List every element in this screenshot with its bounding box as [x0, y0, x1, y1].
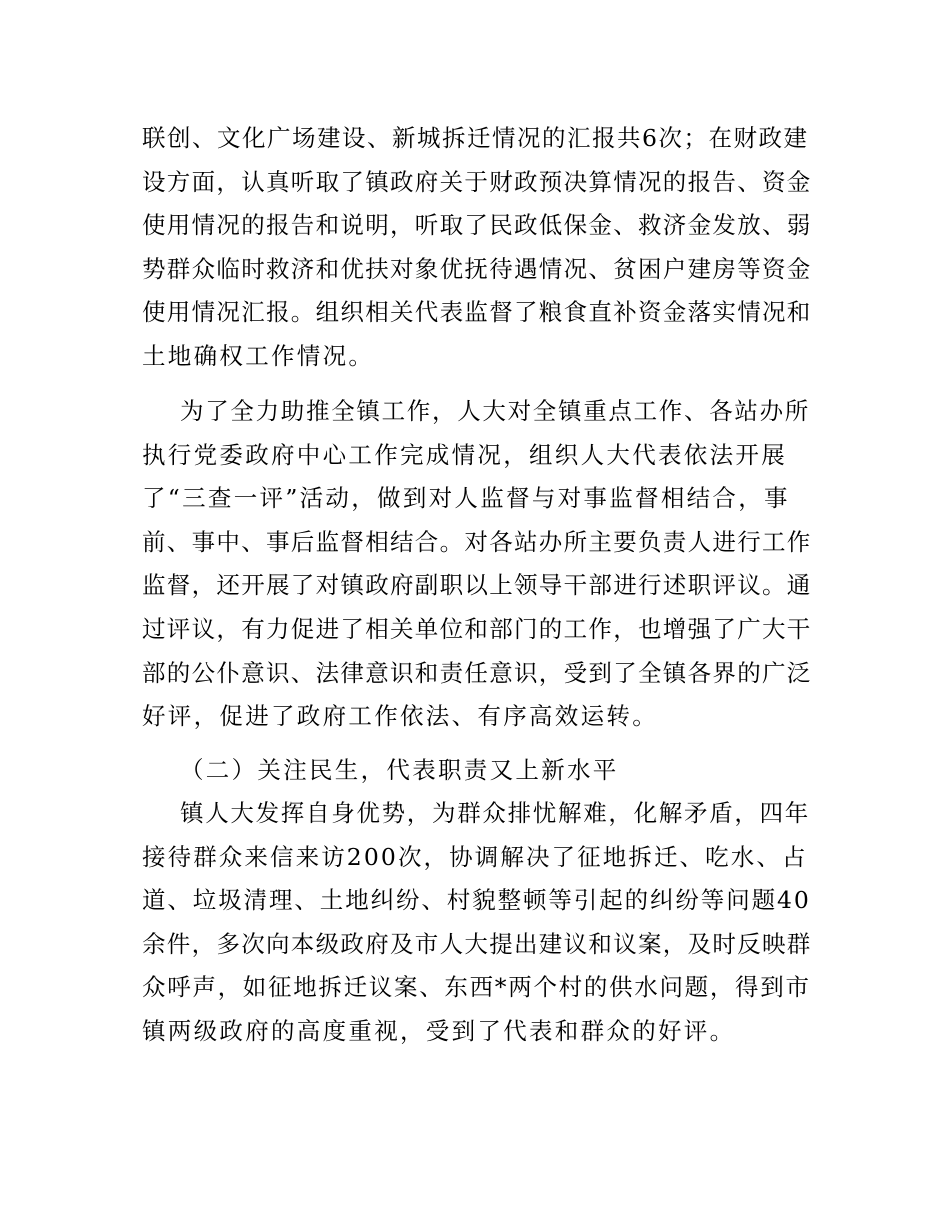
text-line: 众呼声，如征地拆迁议案、东西*两个村的供水问题，得到市	[142, 973, 811, 1002]
text-line: 土地确权工作情况。	[142, 341, 375, 370]
text-line: 执行党委政府中心工作完成情况，组织人大代表依法开展	[142, 440, 787, 469]
text-line: 余件，多次向本级政府及市人大提出建议和议案，及时反映群	[142, 929, 812, 958]
text-line: 了“三查一评”活动，做到对人监督与对事监督相结合，事	[142, 484, 790, 513]
text-line: 势群众临时救济和优扶对象优抚待遇情况、贫困户建房等资金	[142, 254, 812, 283]
text-line: 前、事中、事后监督相结合。对各站办所主要负责人进行工作	[142, 527, 812, 556]
text-line: 接待群众来信来访200次，协调解决了征地拆迁、吃水、占	[142, 842, 808, 871]
heading-text: （二）关注民生，代表职责又上新水平	[180, 756, 619, 784]
text-line: 为了全力助推全镇工作，人大对全镇重点工作、各站办所	[180, 397, 810, 425]
text-line: 使用情况的报告和说明，听取了民政低保金、救济金发放、弱	[142, 211, 812, 240]
section-heading	[142, 749, 812, 793]
paragraph-public-livelihood	[142, 792, 812, 1054]
text-line: 部的公仆意识、法律意识和责任意识，受到了全镇各界的广泛	[142, 658, 812, 687]
paragraph-oversight-reports	[142, 117, 812, 379]
text-line: 镇人大发挥自身优势，为群众排忧解难，化解矛盾，四年	[180, 799, 810, 827]
text-line: 使用情况汇报。组织相关代表监督了粮食直补资金落实情况和	[142, 298, 812, 327]
text-line: 设方面，认真听取了镇政府关于财政预决算情况的报告、资金	[142, 167, 812, 196]
text-line: 道、垃圾清理、土地纠纷、村貌整顿等引起的纠纷等问题40	[142, 886, 811, 915]
text-line: 联创、文化广场建设、新城拆迁情况的汇报共6次；在财政建	[142, 124, 809, 152]
text-line: 镇两级政府的高度重视，受到了代表和群众的好评。	[142, 1016, 736, 1045]
text-line: 过评议，有力促进了相关单位和部门的工作，也增强了广大干	[142, 614, 812, 643]
text-line: 好评，促进了政府工作依法、有序高效运转。	[142, 702, 658, 731]
text-line: 监督，还开展了对镇政府副职以上领导干部进行述职评议。通	[142, 571, 812, 600]
paragraph-evaluation-activity	[142, 390, 812, 739]
